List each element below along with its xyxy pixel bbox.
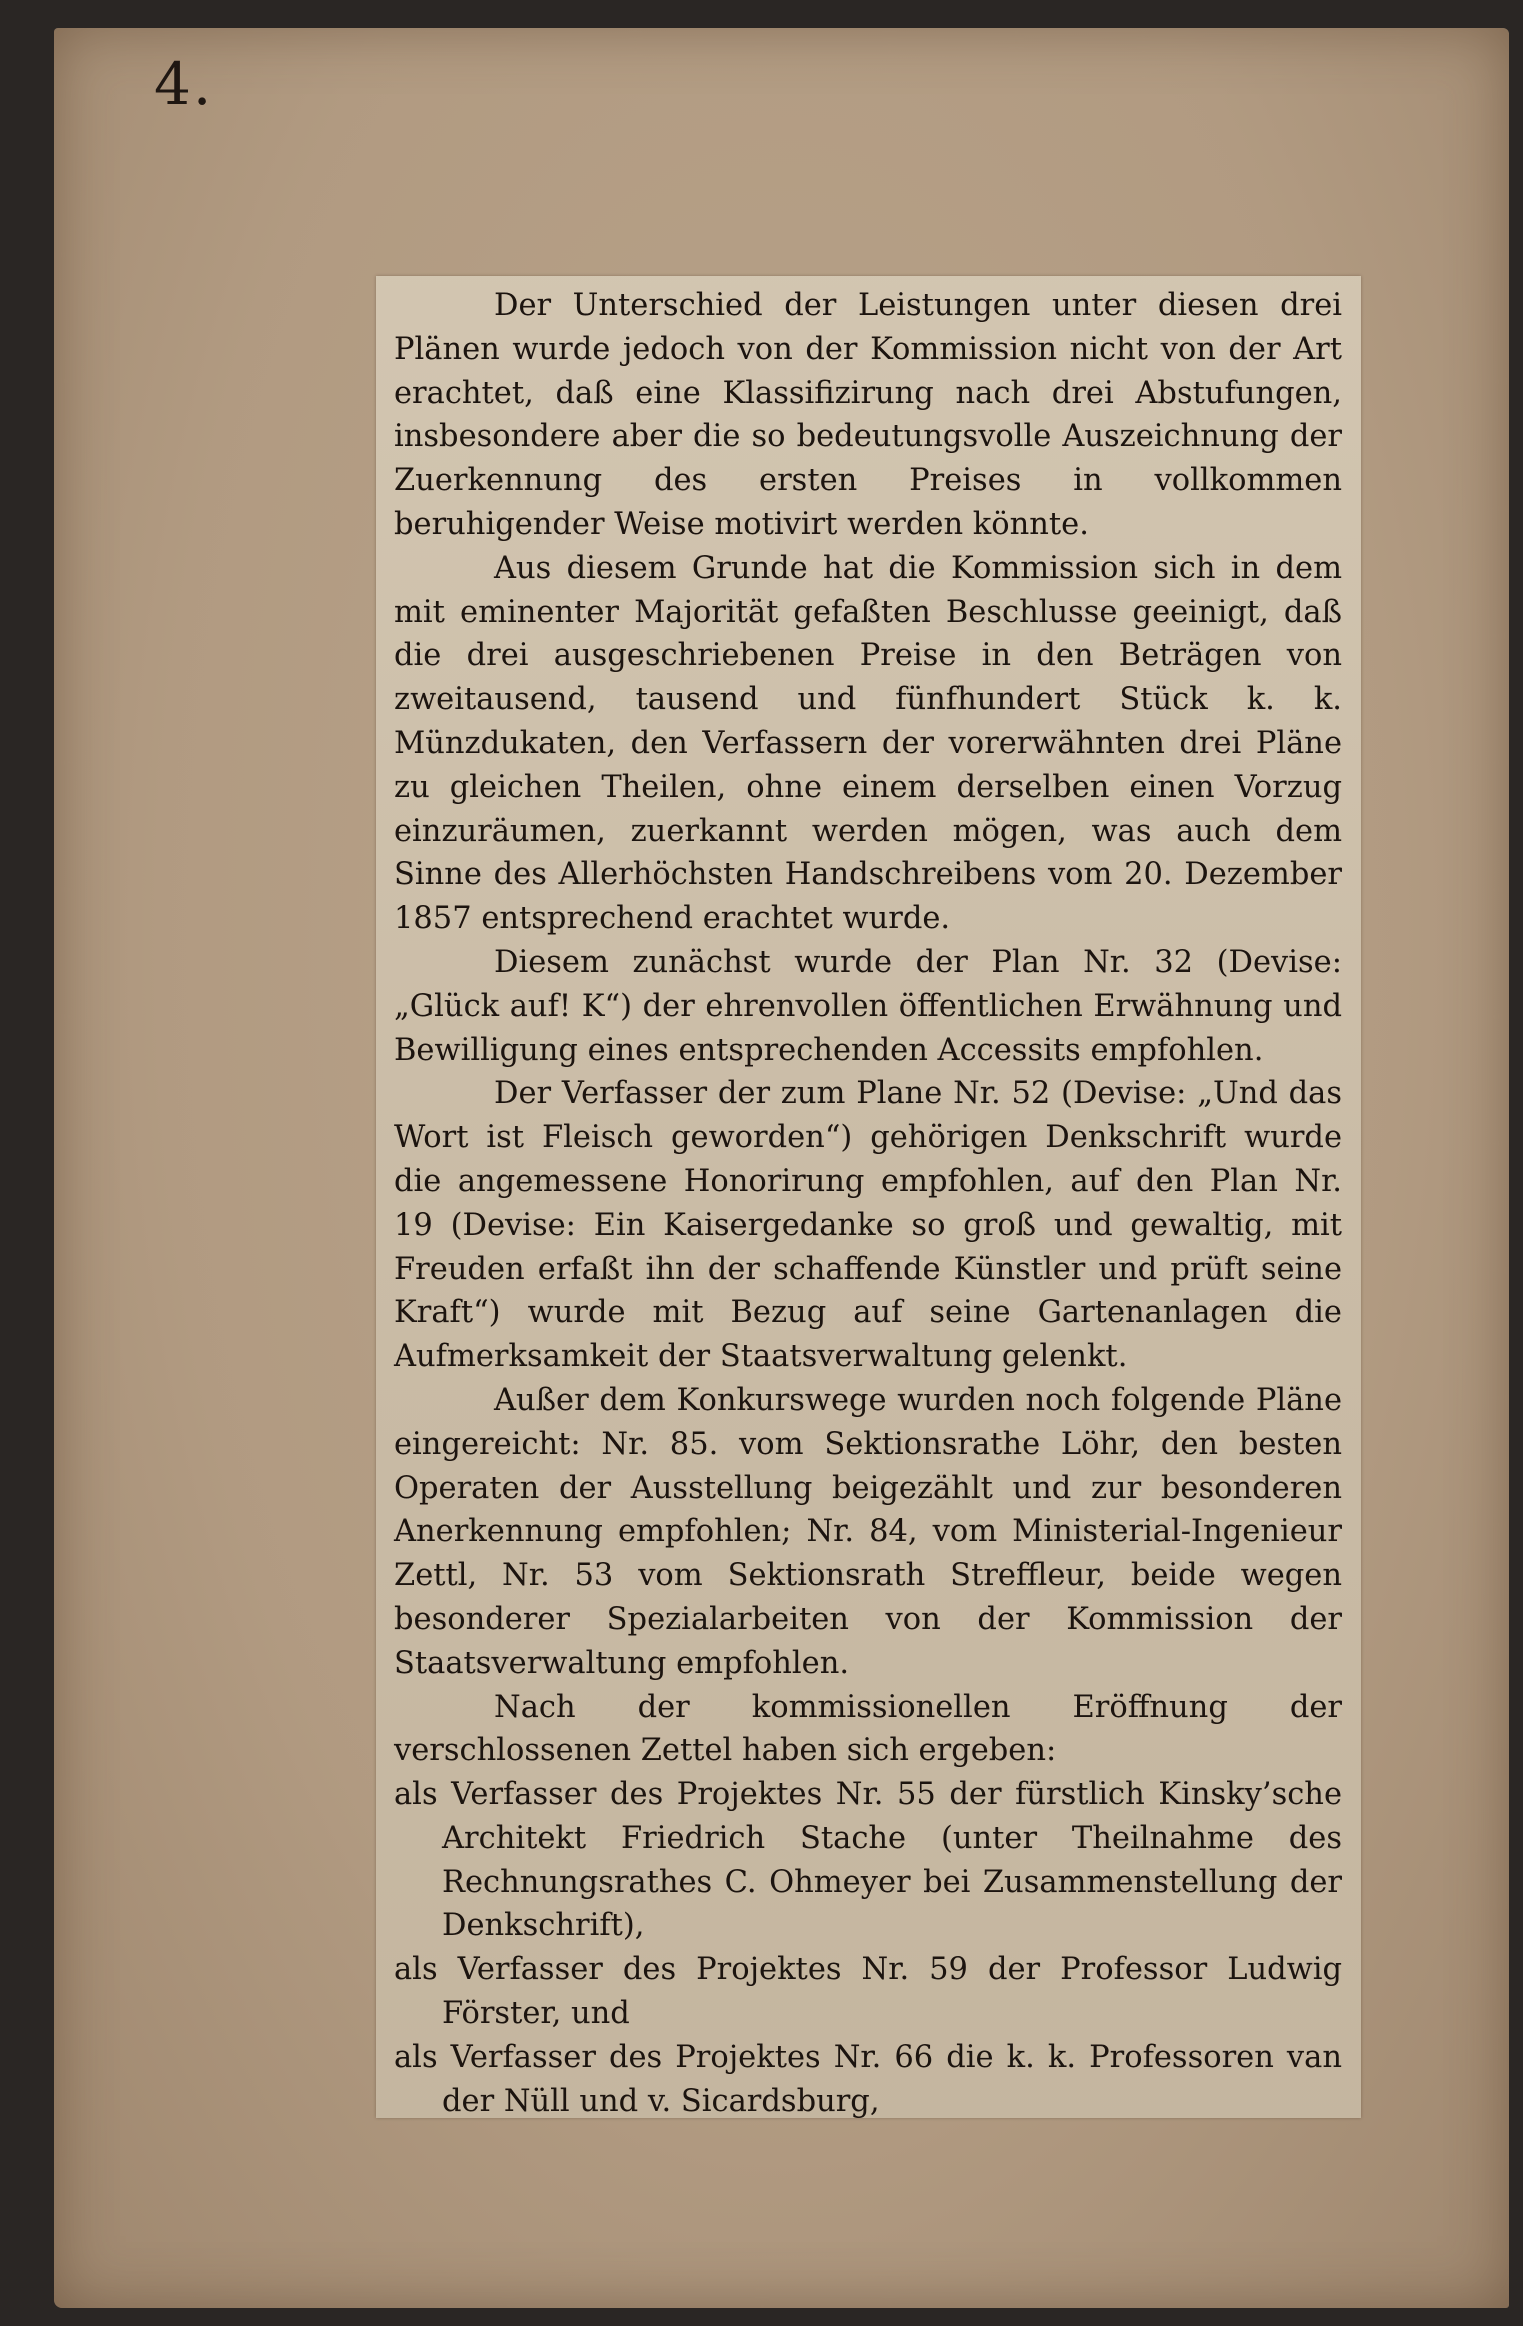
- paragraph-6: Nach der kommissionellen Eröffnung der verschlossenen Zettel haben sich ergeben:: [394, 1689, 1342, 1769]
- newspaper-clipping: [376, 276, 1361, 2118]
- list-item: als Verfasser des Projektes Nr. 55 der fürstlich Kinsky’sche Architekt Friedrich Stache (unter Theilnahme des Rechnungsrathes C. Ohmeyer bei Zusammenstellung der Denkschrift),: [394, 1777, 1342, 1944]
- authors-list: [394, 1773, 1342, 2123]
- paragraph-3: Diesem zunächst wurde der Plan Nr. 32 (Devise: „Glück auf! K“) der ehrenvollen öffentlichen Erwähnung und Bewilligung eines entsprechenden Accessits empfohlen.: [394, 944, 1342, 1068]
- paragraph-5: Außer dem Konkurswege wurden noch folgende Pläne eingereicht: Nr. 85. vom Sektionsrathe Löhr, den besten Operaten der Ausstellung beigezählt und zur besonderen Anerkennung empfohlen; Nr. 84, vom Ministerial-Ingenieur Zettl, Nr. 53 vom Sektionsrath Streffleur, beide wegen besonderer Spezialarbeiten von der Kommission der Staatsverwaltung empfohlen.: [394, 1382, 1342, 1681]
- clipping-text: [394, 284, 1342, 2123]
- list-item: als Verfasser des Projektes Nr. 66 die k. k. Professoren van der Nüll und v. Sicardsburg,: [394, 2039, 1342, 2119]
- paragraph-4: Der Verfasser der zum Plane Nr. 52 (Devise: „Und das Wort ist Fleisch geworden“) gehörigen Denkschrift wurde die angemessene Honorirung empfohlen, auf den Plan Nr. 19 (Devise: Ein Kaisergedanke so groß und gewaltig, mit Freuden erfaßt ihn der schaffende Künstler und prüft seine Kraft“) wurde mit Bezug auf seine Gartenanlagen die Aufmerksamkeit der Staatsverwaltung gelenkt.: [394, 1076, 1342, 1375]
- book-page: [54, 28, 1509, 2308]
- paragraph-2: Aus diesem Grunde hat die Kommission sich in dem mit eminenter Majorität gefaßten Beschlusse geeinigt, daß die drei ausgeschriebenen Preise in den Beträgen von zweitausend, tausend und fünfhundert Stück k. k. Münzdukaten, den Verfassern der vorerwähnten drei Pläne zu gleichen Theilen, ohne einem derselben einen Vorzug einzuräumen, zuerkannt werden mögen, was auch dem Sinne des Allerhöchsten Handschreibens vom 20. Dezember 1857 entsprechend erachtet wurde.: [394, 550, 1342, 937]
- page-number: 4.: [154, 50, 214, 118]
- paragraph-1: Der Unterschied der Leistungen unter diesen drei Plänen wurde jedoch von der Kommission nicht von der Art erachtet, daß eine Klassifizirung nach drei Abstufungen, insbesondere aber die so bedeutungsvolle Auszeichnung der Zuerkennung des ersten Preises in vollkommen beruhigender Weise motivirt werden könnte.: [394, 288, 1342, 542]
- list-item: als Verfasser des Projektes Nr. 59 der Professor Ludwig Förster, und: [394, 1952, 1342, 2032]
